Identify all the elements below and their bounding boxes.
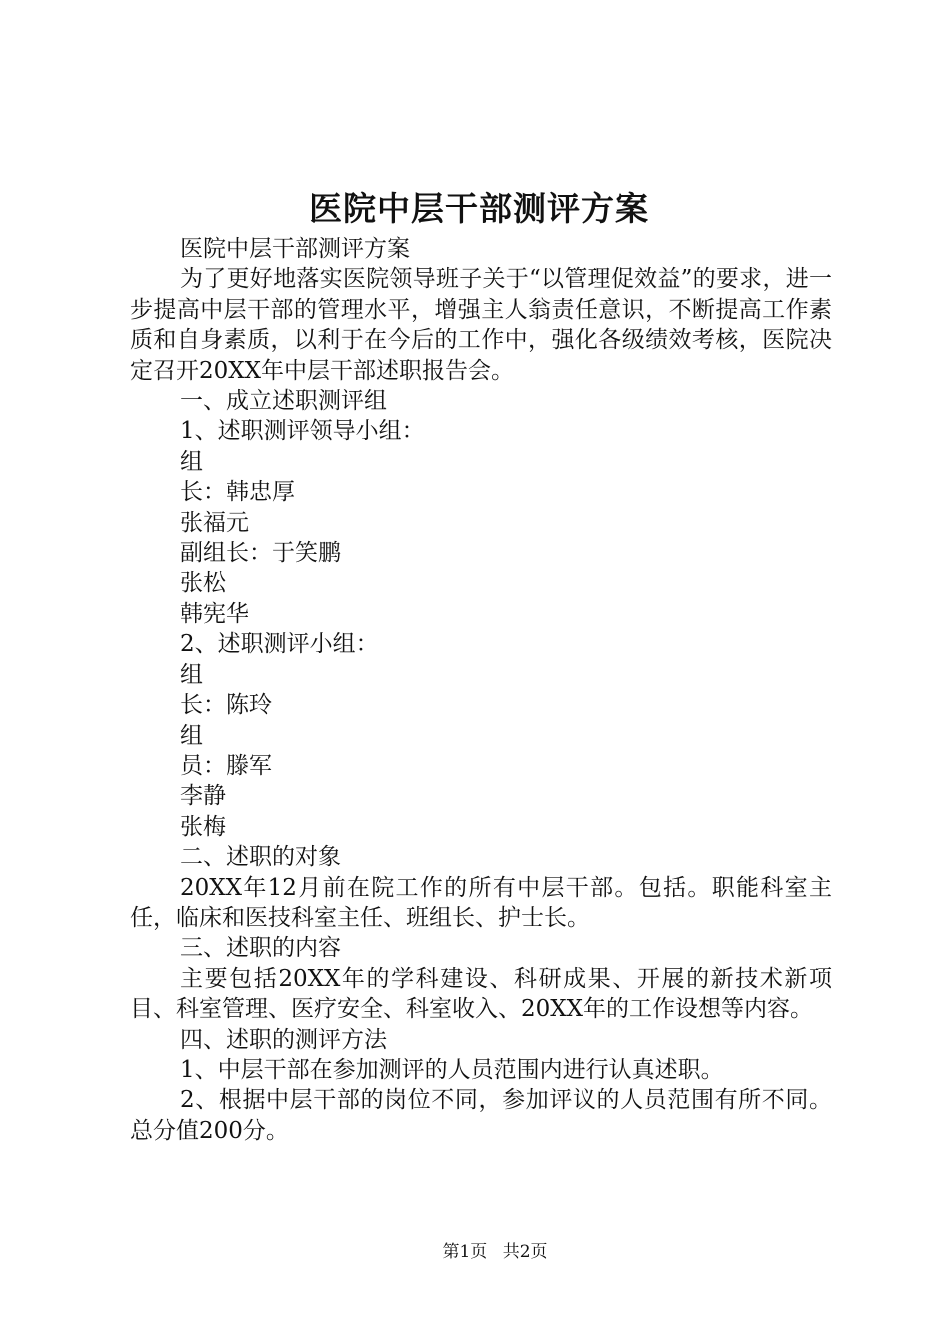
list-item: 组 [180, 661, 203, 688]
list-item: 副组长：于笑鹏 [180, 540, 341, 567]
page-total: 共2页 [502, 1242, 548, 1262]
page-footer [0, 1240, 950, 1264]
list-item: 韩宪华 [180, 600, 249, 627]
paragraph-target: 20XX年12月前在院工作的所有中层干部。包括。职能科室主任，临床和医技科室主任、班组长、护士长。 [130, 874, 832, 931]
paragraph-intro: 为了更好地落实医院领导班子关于“以管理促效益”的要求，进一步提高中层干部的管理水平，增强主人翁责任意识，不断提高工作素质和自身素质，以利于在今后的工作中，强化各级绩效考核，医院决定召开20XX年中层干部述职报告会。 [130, 266, 832, 384]
paragraph-content: 主要包括20XX年的学科建设、科研成果、开展的新技术新项目、科室管理、医疗安全、科室收入、20XX年的工作设想等内容。 [130, 965, 832, 1023]
list-item: 李静 [180, 783, 226, 810]
section-heading-1: 一、成立述职测评组 [180, 388, 387, 415]
list-item: 张松 [180, 570, 226, 597]
list-item: 张福元 [180, 509, 249, 536]
section-heading-3: 三、述职的内容 [180, 935, 341, 962]
page-number: 第1页 [442, 1242, 488, 1262]
list-item: 员：滕军 [180, 752, 272, 779]
list-item: 张梅 [180, 813, 226, 840]
paragraph-subtitle: 医院中层干部测评方案 [180, 236, 410, 262]
paragraph-method-1: 1、中层干部在参加测评的人员范围内进行认真述职。 [180, 1056, 724, 1083]
list-item: 长：陈玲 [180, 692, 272, 719]
document-body [130, 234, 832, 1146]
document-title: 医院中层干部测评方案 [309, 189, 649, 228]
list-item: 长：韩忠厚 [180, 479, 295, 506]
section-heading-4: 四、述职的测评方法 [180, 1026, 387, 1053]
list-item: 组 [180, 722, 203, 749]
section-heading-2: 二、述职的对象 [180, 844, 341, 871]
paragraph-method-2: 2、根据中层干部的岗位不同，参加评议的人员范围有所不同。总分值200分。 [130, 1087, 832, 1144]
subsection-heading-evaluation: 2、述职测评小组： [180, 631, 379, 658]
subsection-heading-leadership: 1、述职测评领导小组： [180, 418, 425, 445]
list-item: 组 [180, 448, 203, 475]
